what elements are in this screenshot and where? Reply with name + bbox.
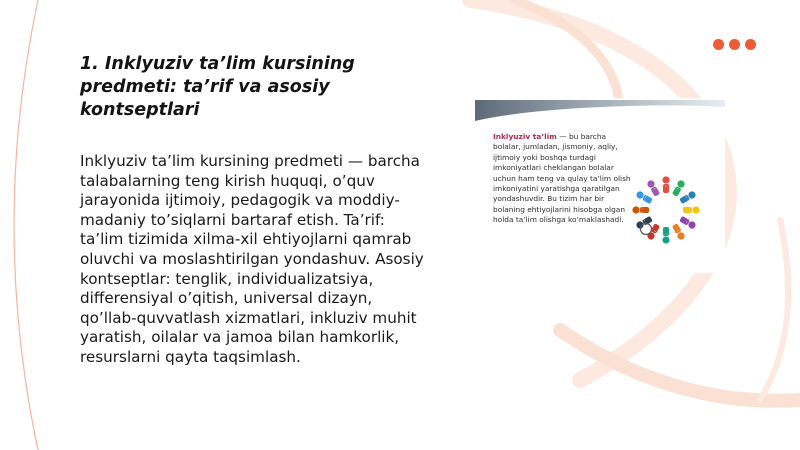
figure-definition: — bu barcha bolalar, jumladan, jismoniy, aqliy, ijtimoiy yoki boshqa turdagi imkoniyatlari cheklangan bolalar uchun ham teng va qulay ta’lim olish imkoniyatini yaratishga qaratilgan yondashuvdir. Bu tizim har bir bolaning ehtiyojlarini hisobga olgan holda ta’lim olishga ko’maklashadi. — [493, 132, 631, 225]
menu-dots — [713, 39, 756, 50]
figure-definition-text — [493, 132, 631, 226]
dot-icon — [713, 39, 724, 50]
dot-icon — [745, 39, 756, 50]
definition-figure — [475, 98, 725, 273]
dot-icon — [729, 39, 740, 50]
slide-title: 1. Inklyuziv ta’lim kursining predmeti: ta’rif va asosiy kontseptlari — [80, 54, 355, 120]
children-circle-illustration — [625, 170, 707, 250]
slide-body-text: Inklyuziv ta’lim kursining predmeti — barcha talabalarning teng kirish huquqi, o’quv jarayonida ijtimoiy, pedagogik va moddiy-madaniy to’siqlarni bartaraf etish. Ta’rif: ta’lim tizimida xilma-xil ehtiyojlarni qamrab oluvchi va moslashtirilgan yondashuv. Asosiy kontseptlar: tenglik, individualizatsiya, differensiyal o’qitish, universal dizayn, qo’llab-quvvatlash xizmatlari, inkluziv muhit yaratish, oilalar va jamoa bilan hamkorlik, resurslarni qayta taqsimlash. — [80, 152, 424, 366]
figure-term: Inklyuziv ta’lim — [493, 132, 557, 141]
